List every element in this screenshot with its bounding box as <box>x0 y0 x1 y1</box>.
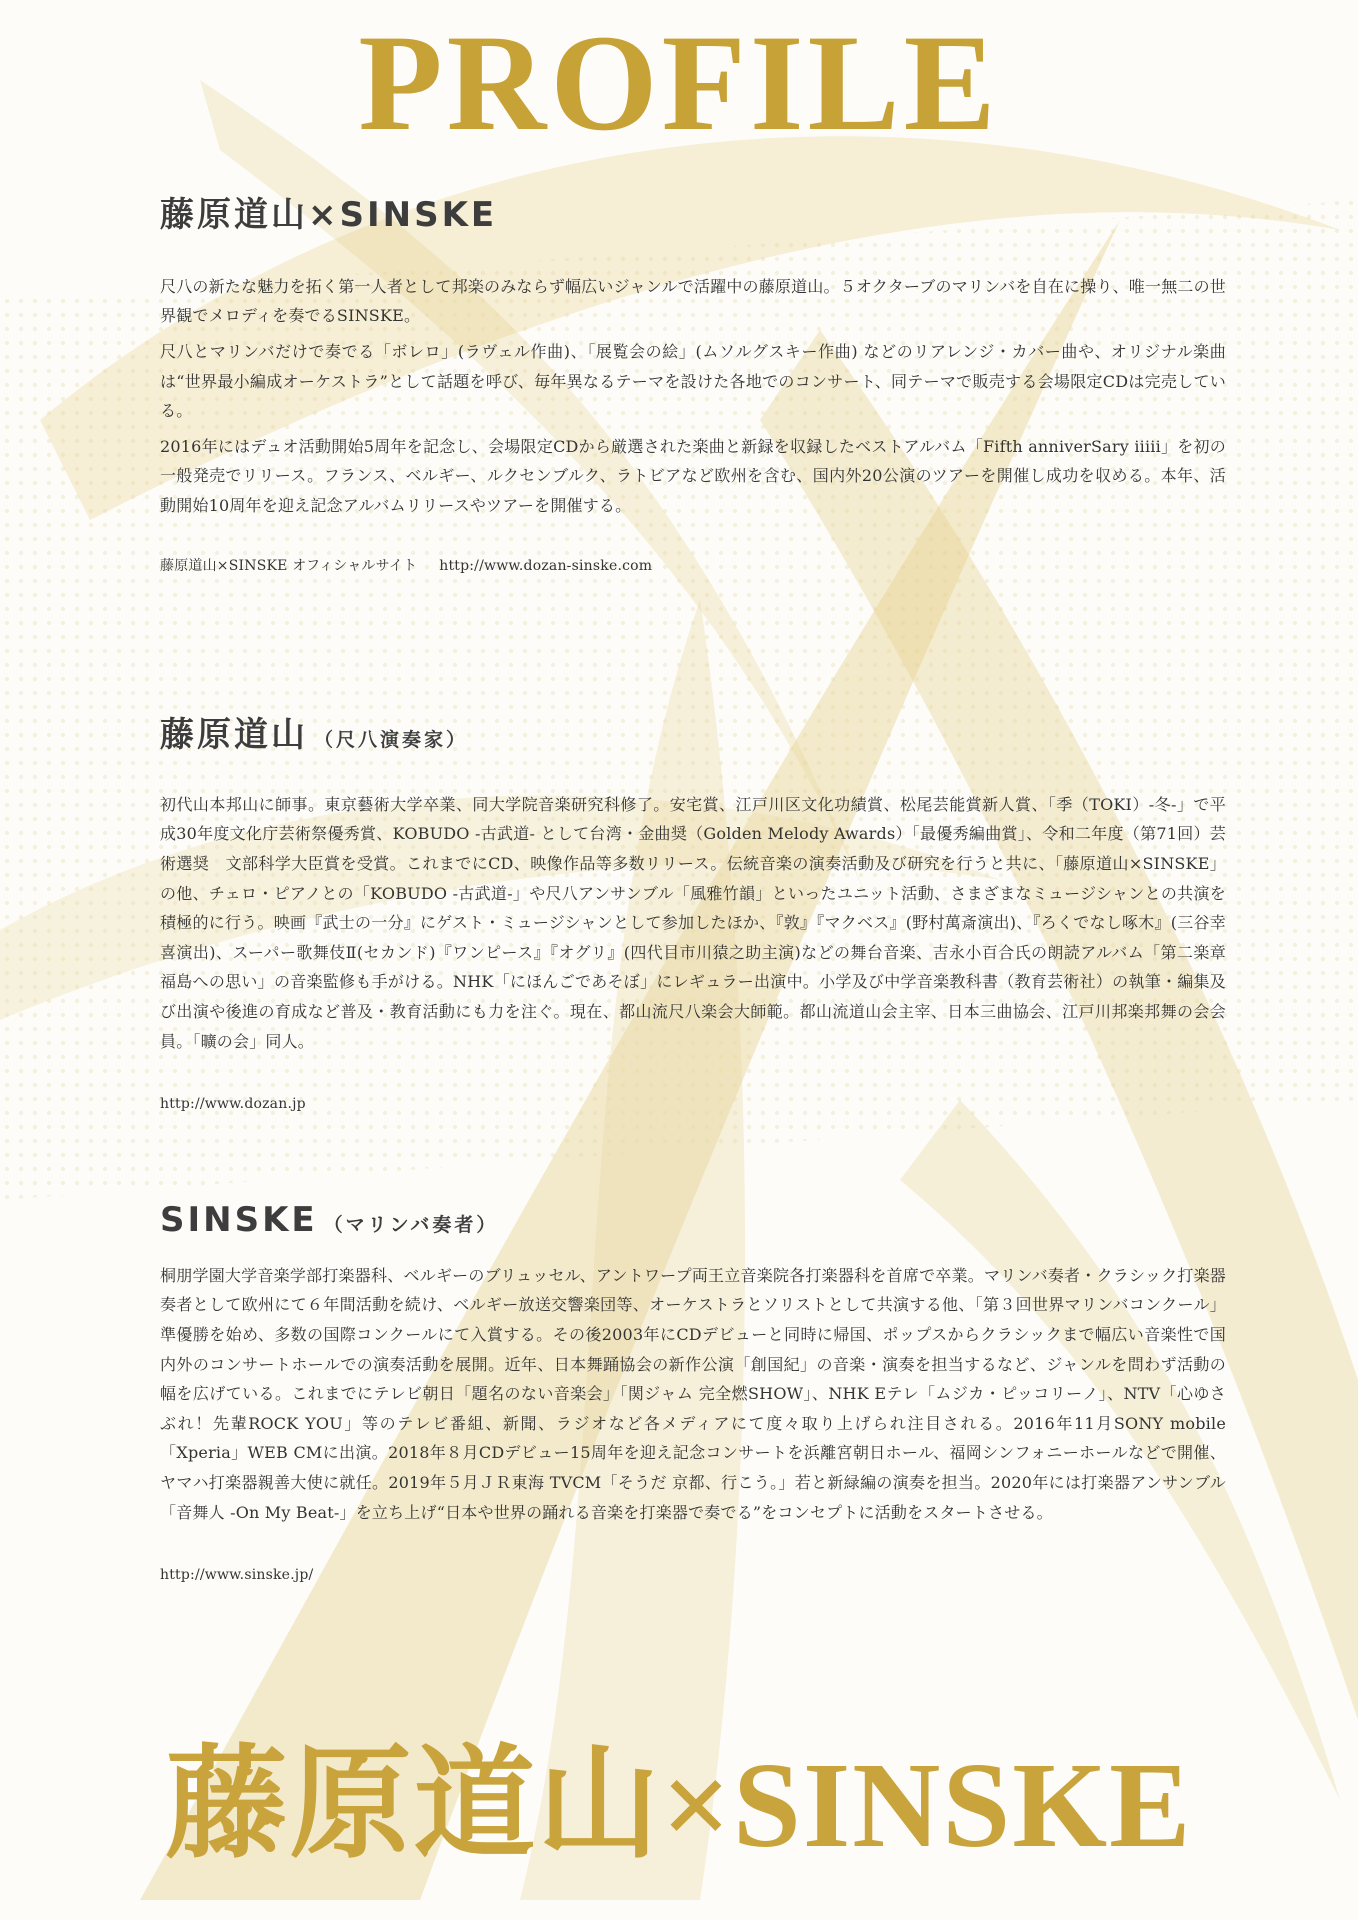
sinske-url[interactable]: http://www.sinske.jp/ <box>160 1567 314 1584</box>
duo-site-row <box>160 555 1226 575</box>
footer-title: 藤原道山×SINSKE <box>165 1738 1193 1873</box>
duo-section <box>160 195 1226 575</box>
dozan-heading <box>160 715 1226 756</box>
sinske-paragraph: 桐朋学園大学音楽学部打楽器科、ベルギーのブリュッセル、アントワープ両王立音楽院各打楽器科を首席で卒業。マリンバ奏者・クラシック打楽器奏者として欧州にて６年間活動を続け、ベルギー放送交響楽団等、オーケストラとソリストとして共演する他、「第３回世界マリンバコンクール」準優勝を始め、多数の国際コンクールにて入賞する。その後2003年にCDデビューと同時に帰国、ポップスからクラシックまで幅広い音楽性で国内外のコンサートホールでの演奏活動を展開。近年、日本舞踊協会の新作公演「創国紀」の音楽・演奏を担当するなど、ジャンルを問わず活動の幅を広げている。これまでにテレビ朝日「題名のない音楽会」「関ジャム 完全燃SHOW」、NHK Eテレ「ムジカ・ピッコリーノ」、NTV「心ゆさぶれ！先輩ROCK YOU」等のテレビ番組、新聞、ラジオなど各メディアにて度々取り上げられ注目される。2016年11月SONY mobile「Xperia」WEB CMに出演。2018年８月CDデビュー15周年を迎え記念コンサートを浜離宮朝日ホール、福岡シンフォニーホールなどで開催、ヤマハ打楽器親善大使に就任。2019年５月ＪＲ東海 TVCM「そうだ 京都、行こう。」若と新緑編の演奏を担当。2020年には打楽器アンサンブル「音舞人 -On My Beat-」を立ち上げ“日本や世界の踊れる音楽を打楽器で奏でる”をコンセプトに活動をスタートさせる。 <box>160 1265 1226 1522</box>
dozan-role: （尺八演奏家） <box>314 729 469 751</box>
sinske-heading <box>160 1200 1226 1241</box>
sinske-name: SINSKE <box>160 1200 318 1240</box>
sinske-section <box>160 1200 1226 1583</box>
sinske-role: （マリンバ奏者） <box>323 1214 499 1236</box>
duo-paragraph-3: 2016年にはデュオ活動開始5周年を記念し、会場限定CDから厳選された楽曲と新録を収録したベストアルバム「Fifth anniverSary iiiii」を初の一般発売でリリース。フランス、ベルギー、ルクセンブルク、ラトビアなど欧州を含む、国内外20公演のツアーを開催し成功を収める。本年、活動開始10周年を迎え記念アルバムリリースやツアーを開催する。 <box>160 436 1226 515</box>
dozan-url[interactable]: http://www.dozan.jp <box>160 1096 306 1113</box>
duo-paragraph-1: 尺八の新たな魅力を拓く第一人者として邦楽のみならず幅広いジャンルで活躍中の藤原道山。５オクターブのマリンバを自在に操り、唯一無二の世界観でメロディを奏でるSINSKE。 <box>160 276 1226 326</box>
page-title: PROFILE <box>358 6 1000 159</box>
dozan-name: 藤原道山 <box>160 715 308 755</box>
duo-site-link[interactable]: http://www.dozan-sinske.com <box>439 557 653 574</box>
dozan-paragraph: 初代山本邦山に師事。東京藝術大学卒業、同大学院音楽研究科修了。安宅賞、江戸川区文化功績賞、松尾芸能賞新人賞、「季（TOKI）-冬-」で平成30年度文化庁芸術祭優秀賞、KOBUDO -古武道- として台湾・金曲奨（Golden Melody Awards）「最優秀編曲賞」、令和二年度（第71回）芸術選奨 文部科学大臣賞を受賞。これまでにCD、映像作品等多数リリース。伝統音楽の演奏活動及び研究を行うと共に、「藤原道山×SINSKE」の他、チェロ・ピアノとの「KOBUDO -古武道-」や尺八アンサンブル「風雅竹韻」といったユニット活動、さまざまなミュージシャンとの共演を積極的に行う。映画『武士の一分』にゲスト・ミュージシャンとして参加したほか、『敦』『マクベス』(野村萬斎演出)、『ろくでなし啄木』(三谷幸喜演出)、スーパー歌舞伎Ⅱ(セカンド)『ワンピース』『オグリ』(四代目市川猿之助主演)などの舞台音楽、吉永小百合氏の朗読アルバム「第二楽章 福島への思い」の音楽監修も手がける。NHK「にほんごであそぼ」にレギュラー出演中。小学及び中学音楽教科書（教育芸術社）の執筆・編集及び出演や後進の育成など普及・教育活動にも力を注ぐ。現在、都山流尺八楽会大師範。都山流道山会主宰、日本三曲協会、江戸川邦楽邦舞の会会員。「曠の会」同人。 <box>160 794 1243 1051</box>
duo-heading: 藤原道山×SINSKE <box>160 195 498 235</box>
duo-paragraph-2: 尺八とマリンバだけで奏でる「ボレロ」(ラヴェル作曲)、「展覧会の絵」(ムソルグスキー作曲) などのリアレンジ・カバー曲や、オリジナル楽曲は“世界最小編成オーケストラ”として話題を呼び、毎年異なるテーマを設けた各地でのコンサート、同テーマで販売する会場限定CDは完売している。 <box>160 341 1226 421</box>
duo-site-label: 藤原道山×SINSKE オフィシャルサイト <box>160 557 418 574</box>
dozan-section <box>160 715 1243 1113</box>
